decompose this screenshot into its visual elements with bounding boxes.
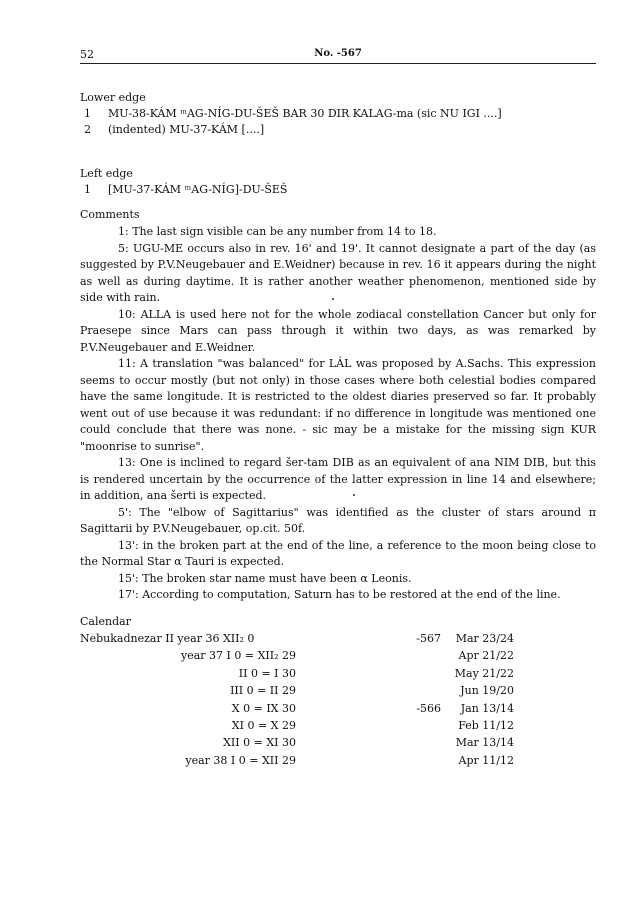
calendar-row (80, 667, 596, 684)
section-heading: Lower edge (80, 91, 146, 104)
comment-paragraph: 15': The broken star name must have been α Leonis. (118, 571, 412, 585)
calendar-julian-date: Jan 13/14 (460, 701, 514, 715)
calendar-julian-date: Jun 19/20 (460, 684, 514, 698)
calendar-table (80, 632, 596, 771)
comment-paragraph: 11: A translation "was balanced" for LÁL was proposed by A.Sachs. This expression seems to occur mostly (but not only) in those cases where both celestial bodies compared have the same longitude. It is restricted to the oldest diaries preserved so far. It probably went out of use because it was redundant: if no difference in longitude was mentioned one could conclude that there was none. - sic may be a mistake for the missing sign KUR "moonrise to sunrise". (80, 357, 596, 453)
transliteration-line (80, 106, 596, 122)
line-text: [MU-37-KÁM ᵐAG-NÍG]-DU-ŠEŠ (108, 183, 288, 196)
line-number: 1 (84, 183, 91, 196)
calendar-row (80, 736, 596, 753)
calendar-equivalence: II 0 = I 30 (238, 666, 296, 680)
line-text: MU-38-KÁM ᵐAG-NÍG-DU-ŠEŠ BAR 30 DIR KALAG-ma (sic NU IGI ....] (108, 107, 502, 120)
comment-paragraph: 5: UGU-ME occurs also in rev. 16' and 19'. It cannot designate a part of the day (as suggested by P.V.Neugebauer and E.Weidner) because in rev. 16 it appears during the night as well as during daytime. It is rather another weather phenomenon, mentioned side by side with rain. (80, 241, 596, 304)
page-number: 52 (80, 48, 94, 61)
calendar-julian-year: -566 (416, 701, 441, 715)
calendar-equivalence: XI 0 = X 29 (231, 718, 296, 732)
calendar-equivalence: III 0 = II 29 (230, 684, 296, 698)
calendar-julian-date: Mar 13/14 (455, 736, 514, 750)
line-number: 2 (84, 123, 91, 136)
calendar-equivalence: year 37 I 0 = XII₂ 29 (180, 649, 296, 663)
transliteration-line (80, 122, 596, 138)
scan-speck (353, 494, 355, 496)
calendar-nabonassar-date: Nebukadnezar II year 36 XII₂ 0 (80, 632, 255, 645)
left-edge-section (80, 166, 596, 198)
calendar-julian-date: Apr 21/22 (458, 649, 514, 663)
calendar-section (80, 614, 596, 771)
calendar-julian-date: Apr 11/12 (458, 753, 514, 767)
calendar-equivalence: XII 0 = XI 30 (223, 736, 296, 750)
comment-paragraph: 13': in the broken part at the end of the line, a reference to the moon being close to the Normal Star α Tauri is expected. (80, 538, 596, 568)
comment-paragraph: 10: ALLA is used here not for the whole zodiacal constellation Cancer but only for Praesepe since Mars can pass through it within two days, as was remarked by P.V.Neugebauer and E.Weidner. (80, 307, 596, 354)
calendar-julian-year: -567 (416, 632, 441, 645)
calendar-row (80, 702, 596, 719)
calendar-row (80, 684, 596, 701)
section-heading: Left edge (80, 167, 133, 180)
page-header (80, 48, 596, 62)
calendar-julian-date: Feb 11/12 (458, 718, 514, 732)
calendar-row (80, 754, 596, 771)
calendar-row (80, 649, 596, 666)
comment-paragraph: 13: One is inclined to regard šer-tam DIB as an equivalent of ana NIM DIB, but this is rendered uncertain by the occurrence of the latter expression in line 14 and elsewhere; in addition, ana šerti is expected. (80, 456, 596, 502)
scan-speck (332, 298, 334, 300)
calendar-julian-date: May 21/22 (454, 666, 514, 680)
lower-edge-section (80, 90, 596, 138)
header-rule (80, 63, 596, 64)
calendar-row (80, 719, 596, 736)
line-number: 1 (84, 107, 91, 120)
comment-paragraph: 1: The last sign visible can be any number from 14 to 18. (118, 225, 437, 238)
transliteration-line (80, 182, 596, 198)
document-number: No. -567 (314, 48, 362, 59)
section-heading: Calendar (80, 615, 131, 628)
section-heading: Comments (80, 208, 140, 221)
line-text: (indented) MU-37-KÁM [....] (108, 123, 265, 136)
comments-section (80, 207, 596, 604)
comment-paragraph: 17': According to computation, Saturn has to be restored at the end of the line. (118, 588, 561, 601)
calendar-row (80, 632, 596, 649)
calendar-equivalence: year 38 I 0 = XII 29 (185, 753, 296, 767)
calendar-julian-date: Mar 23/24 (455, 632, 514, 645)
calendar-equivalence: X 0 = IX 30 (231, 701, 296, 715)
comment-paragraph: 5': The "elbow of Sagittarius" was identified as the cluster of stars around π Sagittarii by P.V.Neugebauer, op.cit. 50f. (80, 505, 596, 535)
